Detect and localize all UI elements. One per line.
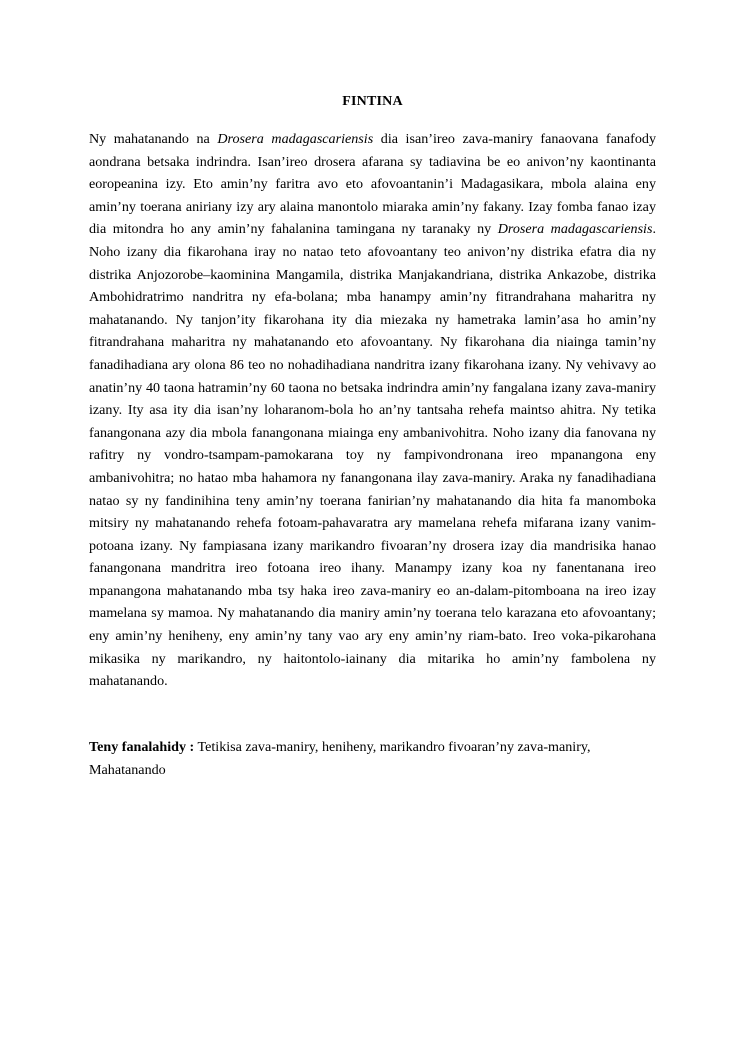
species-name: Drosera madagascariensis [217,131,374,147]
abstract-intro: Ny mahatanando na [89,131,218,147]
keywords-paragraph [89,736,656,781]
keywords-label: Teny fanalahidy : [89,739,195,755]
keywords-text: Tetikisa zava-maniry, heniheny, marikandro fivoaran’ny zava-maniry, Mahatanando [89,739,591,778]
page-title: FINTINA [342,94,403,109]
abstract-paragraph [89,128,656,693]
abstract-body-part-2: . Noho izany dia fikarohana iray no natao teto afovoantany teo anivon’ny distrika efatra dia ny distrika Anjozorobe–kaominina Mangamila, distrika Manjakandriana, distrika Ankazobe, distrika Ambohidratrimo nandritra ny efa-bolana; mba hanampy amin’ny fitrandrahana maharitra ny mahatanando. Ny tanjon’ity fikarohana ity dia miezaka ny hametraka lamin’asa ho amin’ny fitrandrahana maharitra ny mahatanando eto afovoantany. Ny fikarohana dia niainga tamin’ny fanadihadiana ary olona 86 teo no nohadihadiana nandritra izany fikarohana izany. Ny vehivavy ao anatin’ny 40 taona hatramin’ny 60 taona no betsaka indrindra amin’ny fangalana izany zava-maniry izany. Ity asa ity dia isan’ny loharanom-bola ho an’ny tantsaha rehefa maintso ahitra. Ny tetika fanangonana azy dia mbola fanangonana miainga eny ambanivohitra. Noho izany dia fanovana ny rafitry ny vondro-tsampam-pamokarana toy ny fampivondronana ireo mpanangona eny ambanivohitra; no hatao mba hahamora ny fanangonana ilay zava-maniry. Araka ny fanadihadiana natao sy ny fandinihina teny amin’ny toerana fanirian’ny mahatanando dia hita fa manomboka mitsiry ny mahatanando rehefa fotoam-pahavaratra ary mamelana rehefa mifarana izany vanim-potoana izany. Ny fampiasana izany marikandro fivoaran’ny drosera izay dia mandrisika hanao fanangonana mandritra ireo fotoana ireo ihany. Manampy izany koa ny fanentanana ireo mpanangona mahatanando mba tsy haka ireo zava-maniry eo an-dalam-pitomboana na ireo izay mamelana sy mamoa. Ny mahatanando dia maniry amin’ny toerana telo karazana eto afovoantany; eny amin’ny heniheny, eny amin’ny tany vao ary eny amin’ny riam-bato. Ireo voka-pikarohana mikasika ny marikandro, ny haitontolo-iainany dia mitarika ho amin’ny fambolena ny mahatanando. [89,221,656,690]
abstract-body-part-1: dia isan’ireo zava-maniry fanaovana fanafody aondrana betsaka indrindra. Isan’ireo drosera afarana sy tadiavina be eo anivon’ny kaontinanta eoropeanina izy. Eto amin’ny faritra avo eto afovoantanin’i Madagasikara, mbola alaina eny amin’ny toerana aniriany izy ary alaina manontolo miaraka amin’ny fakany. Izay fomba fanao izay dia mitondra ho any amin’ny fahalanina tamingana ny taranaky ny [89,131,656,238]
species-name: Drosera madagascariensis [497,221,653,238]
